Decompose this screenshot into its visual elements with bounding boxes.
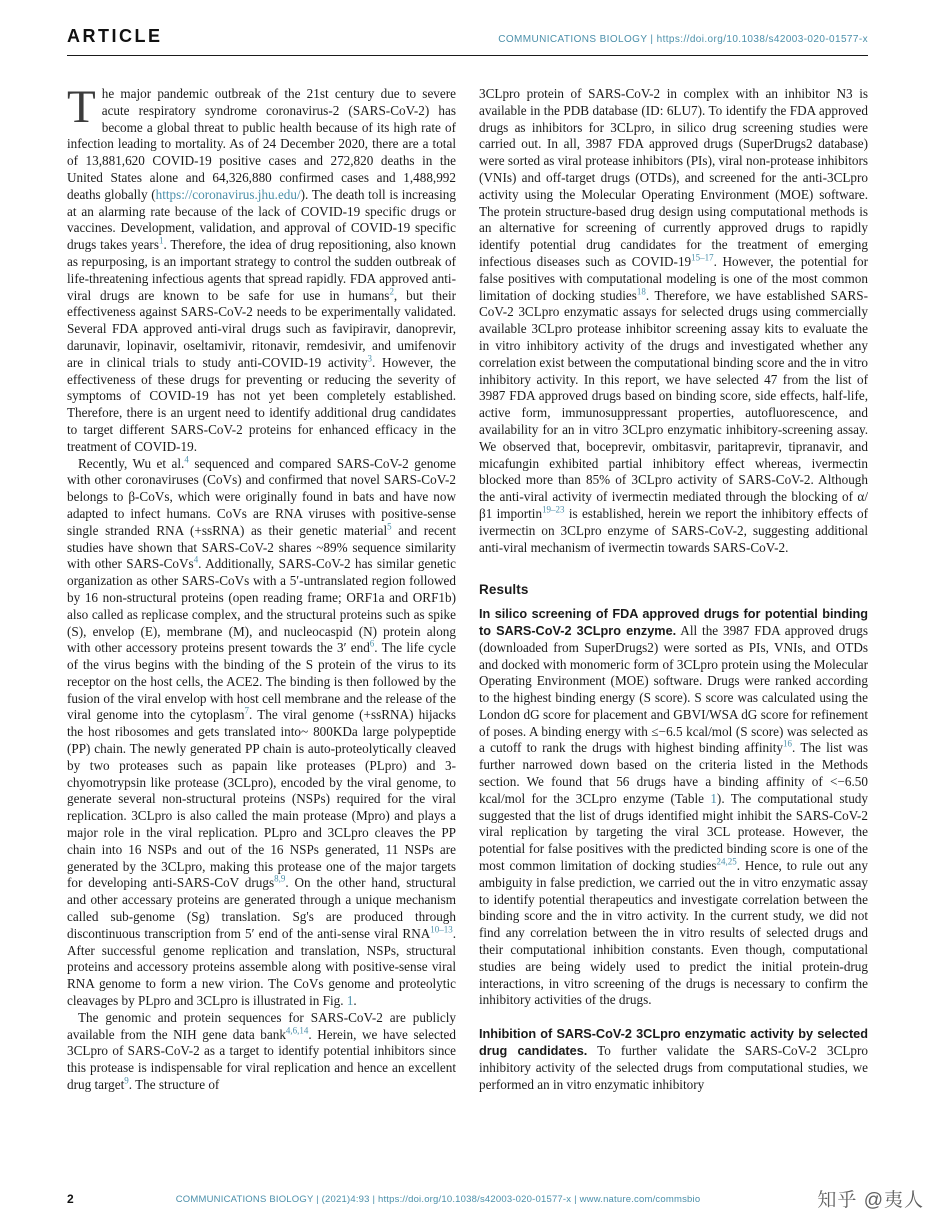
text-run: . The list was further narrowed down based on the criteria listed in the Methods section. We found that 56 drugs have a binding affinity of <−6.50 kcal/mol for the 3CLpro enzyme (Table [479,740,868,806]
reference-citation-superscript[interactable]: 24,25 [716,856,737,867]
reference-citation-superscript[interactable]: 1 [158,235,164,246]
paragraph [479,86,868,556]
text-run: . Therefore, the idea of drug repositioning, also known as repurposing, is an important strategy to control the sudden outbreak of life-threatening infectious agents that spread rapidly. FDA approved anti-viral drugs are known to be safe for use in humans [67,237,456,303]
reference-citation-superscript[interactable]: 7 [244,706,249,717]
left-column [67,81,457,1094]
reference-citation-superscript[interactable]: 4 [184,454,189,465]
paragraph [479,606,868,1009]
page-number: 2 [67,1192,74,1206]
zhihu-watermark: 知乎 @夷人 [817,1190,924,1211]
text-run: . [353,993,357,1009]
article-body [67,81,869,1094]
reference-citation-superscript[interactable]: 8,9 [274,874,286,885]
journal-doi-link[interactable]: COMMUNICATIONS BIOLOGY | https://doi.org/10.1038/s42003-020-01577-x [498,34,868,45]
subsection-title: Inhibition of SARS-CoV-2 3CLpro enzymatic activity by selected drug candidates. [479,1027,868,1059]
reference-citation-superscript[interactable]: 6 [369,638,375,649]
reference-citation-superscript[interactable]: 16 [783,739,792,750]
text-run: , but their effectiveness against SARS-CoV-2 needs to be experimentally validated. Several FDA approved anti-viral drugs such as favipiravir, danoprevir, darunavir, lopinavir, oseltamivir, ritonavir, remdesivir, and umifenovir are in clinical trials to study anti-COVID-19 activity [67,287,456,370]
inline-link[interactable]: https://coronavirus.jhu.edu/ [155,186,301,202]
footer-journal-link[interactable]: COMMUNICATIONS BIOLOGY | (2021)4:93 | https://doi.org/10.1038/s42003-020-01577-x | www.nature.com/commsbio [175,1194,701,1205]
paragraph [479,1026,868,1093]
inline-link[interactable]: 1 [710,790,717,806]
reference-citation-superscript[interactable]: 19–23 [542,504,565,515]
reference-citation-superscript[interactable]: 15–17 [691,252,714,263]
reference-citation-superscript[interactable]: 3 [367,353,373,364]
text-run: ). The death toll is increasing at an alarming rate because of the lack of COVID-19 specific drugs or vaccines. Development, validation, and approval of COVID-19 specific drugs takes years [67,186,456,253]
text-run: ). The computational study suggested that the list of drugs identified might inhibit the SARS-CoV-2 viral replication by targeting the viral 3CL protease. However, the potential for false positives with the predicted binding score is one of the most common limitation of docking studies [479,790,868,874]
reference-citation-superscript[interactable]: 4,6,14 [285,1025,309,1036]
reference-citation-superscript[interactable]: 18 [636,286,646,297]
page-footer [0,1180,932,1220]
text-run: is established, herein we report the inhibitory effects of ivermectin on 3CLpro enzyme of SARS-CoV-2, suggesting additional anti-viral mechanism of ivermectin towards SARS-CoV-2. [479,505,868,555]
text-run: . Herein, we have selected 3CLpro of SARS-CoV-2 as a target to identify potential inhibitors since this protease is indispensable for viral replication and hence an excellent drug target [67,1026,456,1093]
page-header [67,26,868,47]
text-run: . After successful genome replication and translation, NSPs, structural proteins and accessory proteins assemble along with positive-sense viral RNA genome to form a new virion. The CoVs genome and proteolytic cleavages by PLpro and 3CLpro is illustrated in Fig. [67,925,456,1009]
reference-citation-superscript[interactable]: 4 [193,554,199,565]
reference-citation-superscript[interactable]: 9 [124,1075,129,1086]
section-heading [479,582,868,599]
text-run: . Additionally, SARS-CoV-2 has similar genetic organization as other SARS-CoVs with a 5′-untranslated region followed by 16 non-structural proteins (open reading frame; ORF1a and ORF1b) also called as replicase complex, and the structural proteins such as spike (S), envelop (E), membrane (M), and nucleocaspid (N) protein along with other accessory proteins present towards the 3′ end [67,556,456,656]
text-run: The genomic and protein sequences for SARS-CoV-2 are publicly available from the NIH gene data bank [67,1009,456,1042]
text-run: . The structure of [128,1077,220,1093]
reference-citation-superscript[interactable]: 10–13 [430,924,453,935]
article-type-label: ARTICLE [67,26,163,46]
reference-citation-superscript[interactable]: 5 [387,521,392,532]
text-run: Results [479,582,529,598]
text-run: Recently, Wu et al. [78,455,185,471]
text-run: . However, the effectiveness of these drugs for preventing or reducing the severity of symptoms of COVID-19 has not yet been completely established. Therefore, there is an urgent need to identify additional drug candidates to target different SARS-CoV-2 proteins for enhanced efficacy in the treatment of COVID-19. [67,354,457,454]
text-run: sequenced and compared SARS-CoV-2 genome with other coronaviruses (CoVs) and confirmed that novel SARS-CoV-2 belongs to β-CoVs, which were originally found in bats and have now adapted to infect humans. CoVs are RNA viruses with positive-sense single stranded RNA (+ssRNA) as their genetic material [67,455,456,538]
inline-link[interactable]: 1 [346,993,354,1009]
subsection-title: In silico screening of FDA approved drugs for potential binding to SARS-CoV-2 3CLpro enzyme. [479,607,868,638]
text-run: . On the other hand, structural and other accessary proteins are generated through a unique mechanism called sub-genome (Sg) translation. Sg's are produced through discontinuous transcription from 5′ end of the anti-sense viral RNA [67,875,457,941]
paragraph [67,1010,456,1094]
header-divider [67,55,868,56]
text-run: All the 3987 FDA approved drugs (downloaded from SuperDrugs2) were sorted as PIs, VNIs, and OTDs and docked with monomeric form of 3CLpro protein using the Molecular Operating Environment (MOE) software. Drugs were ranked according to the highest binding energy (S score). S score was calculated using the London dG score for placement and GBVI/WSA dG score for refinement of poses. A binding energy with ≤−6.5 kcal/mol (S score) was selected as a cutoff to rank the drugs with highest binding affinity [479,622,868,756]
text-run: . However, the potential for false positives with computational modeling is one of the most common limitation of docking studies [479,253,869,303]
right-column [479,86,868,1094]
paragraph [67,456,456,1010]
text-run: . Therefore, we have established SARS-CoV-2 3CLpro enzymatic assays for selected drugs using commercially available 3CLpro protease inhibitor screening assay kits to evaluate the in vitro inhibitory activity of the drugs and investigated whether any correlation exist between the computational binding score and the in vitro inhibitory activity. In this report, we have selected 47 from the list of 3987 FDA approved drugs based on binding score, side effects, half-life, active form, immunosuppressant properties, autofluorescence, and availability for an in vitro 3CLpro enzymatic inhibitory-screening assay. We observed that, boceprevir, ombitasvir, paritaprevir, tipranavir, and micafungin exhibited partial inhibitory effect whereas, ivermectin blocked more than 85% of 3CLpro activity of SARS-CoV-2. Although the anti-viral activity of ivermectin mediated through the blocking of α/β1 importin [479,287,868,521]
text-run: . The viral genome (+ssRNA) hijacks the host ribosomes and gets translated into~ 800KDa large polypeptide (PP) chain. The newly generated PP chain is auto-proteolytically cleaved by two proteases such as papain like proteases (PLpro) and 3-chyomotrypsin like protease (3CLpro), encoded by the viral genome, to generate several non-structural proteins (NSPs) required for the viral replication. 3CLpro is also called the main protease (Mpro) and plays a major role in the viral replication. PLpro and 3CLpro cleaves the PP chain into 16 NSPs and out of the 16 NSPs generated, 11 NSPs are generated by the 3CLpro, making this protease one of the major targets for developing anti-SARS-CoV drugs [67,707,457,891]
text-run: and recent studies have shown that SARS-CoV-2 shares ~89% sequence similarity with other SARS-CoVs [67,522,457,572]
text-run: The major pandemic outbreak of the 21st century due to severe acute respiratory syndrome coronavirus-2 (SARS-CoV-2) has become a global threat to public health because of its high rate of infection leading to mortality. As of 24 December 2020, there are a total of 13,881,620 COVID-19 positive cases and 272,820 deaths in the United States alone and 64,326,880 confirmed cases and 1,488,992 deaths globally ( [67,81,456,202]
text-run: 3CLpro protein of SARS-CoV-2 in complex with an inhibitor N3 is available in the PDB database (ID: 6LU7). To identify the FDA approved drugs as inhibitors for 3CLpro, in silico drug screening studies were carried out. In all, 3987 FDA approved drugs (SuperDrugs2 database) were sorted as viral protease inhibitors (PIs), viral non-protease inhibitors (VNIs) and off-target drugs (OTDs), and screened for the anti-3CLpro activity using the Molecular Operating Environment (MOE) software. The protein structure-based drug design using computational methods is an alternative for screening of currently approved drugs to rapidly identify potential drug candidates for the treatment of emerging infectious diseases such as COVID-19 [479,86,868,269]
paragraph [67,81,457,456]
text-run: . Hence, to rule out any ambiguity in false prediction, we carried out the in vitro enzymatic assay to identify potential therapeutics and investigate correlation between the binding score and the in vitro activity. In the current study, we did not find any correlation between the in vitro results of selected drugs and their computational inhibition constants. Even though, computational studies are being widely used to predict the initial protein-drug interactions, in vitro screening of the drugs is necessary to confirm the inhibitory activities of the drugs. [479,858,868,1008]
text-run: . The life cycle of the virus begins with the binding of the S protein of the virus to its receptor on the host cells, the ACE2. The binding is then followed by the fusion of the viral envelop with host cell membrane and the release of the viral genome into the cytoplasm [67,640,456,723]
reference-citation-superscript[interactable]: 2 [389,286,394,297]
text-run: To further validate the SARS-CoV-2 3CLpro inhibitory activity of the selected drugs from computational studies, we performed an in vitro enzymatic inhibitory [479,1043,868,1092]
